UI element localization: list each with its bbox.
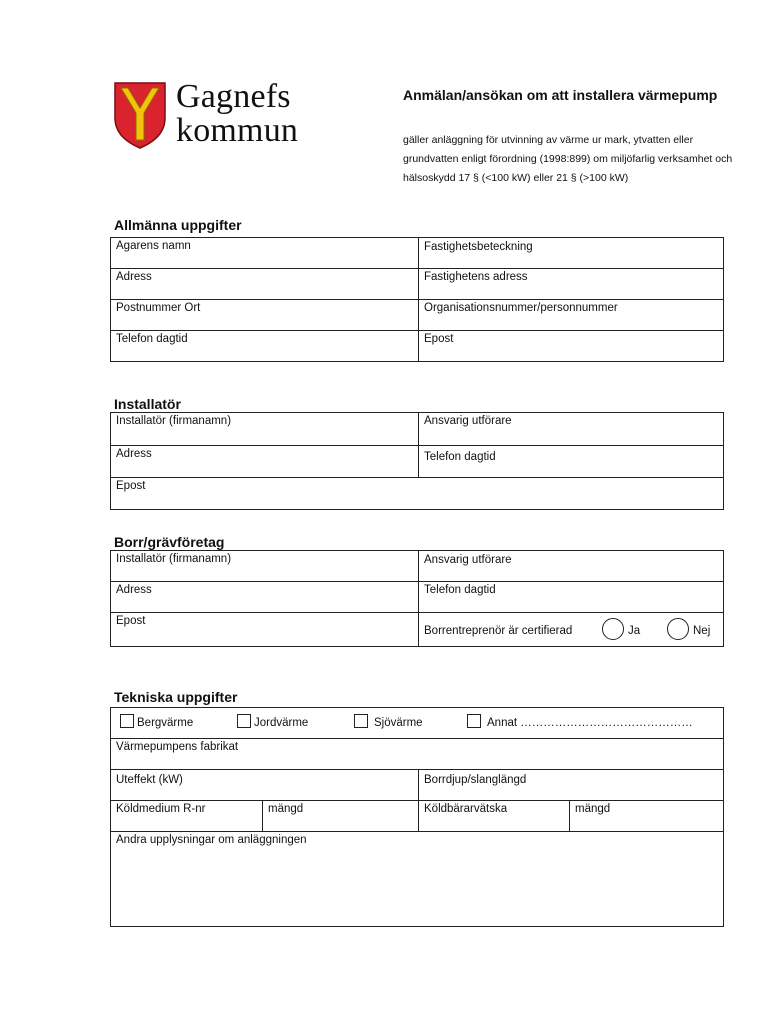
output-power-field[interactable] [111,770,418,800]
owner-name-field[interactable] [111,238,418,268]
field-label: mängd [268,803,304,815]
refrigerant-field[interactable] [111,801,262,831]
table-row [111,739,723,770]
section-title-tekniska: Tekniska uppgifter [114,689,238,705]
checkbox[interactable] [354,714,368,728]
field-label: Epost [116,615,146,627]
logo-wordmark [176,80,298,148]
installer-company-field[interactable] [111,413,418,445]
certified-label: Borrentreprenör är certifierad [424,625,573,637]
installer-email-field[interactable] [111,478,723,509]
field-label: Epost [116,480,146,492]
field-label: Telefon dagtid [116,333,188,345]
document-title: Anmälan/ansökan om att installera värmepump [403,87,718,103]
field-label: Andra upplysningar om anläggningen [116,834,307,846]
table-row [111,300,723,331]
technical-table [110,707,724,927]
option-jordvarme[interactable] [237,714,308,730]
no-label: Nej [693,625,711,637]
table-row [111,832,723,926]
property-address-field[interactable] [418,269,723,299]
field-label: Adress [116,271,152,283]
heat-source-options [111,708,723,738]
table-row [111,413,723,446]
postcode-city-field[interactable] [111,300,418,330]
field-label: Köldmedium R-nr [116,803,206,815]
coat-of-arms-icon [112,80,168,150]
municipality-logo [112,80,312,150]
field-label: Köldbärarvätska [424,803,508,815]
checkbox[interactable] [120,714,134,728]
org-number-field[interactable] [418,300,723,330]
logo-line-1: Gagnefs [176,78,291,115]
logo-line-2: kommun [176,112,299,149]
option-bergvarme[interactable] [120,714,193,730]
heat-pump-brand-field[interactable] [111,739,723,769]
field-label: Fastighetsbeteckning [424,241,533,253]
driller-phone-field[interactable] [418,582,723,612]
option-label: Jordvärme [254,717,309,729]
option-label: Annat ……………………………………… [487,717,693,729]
document-subtitle: gäller anläggning för utvinning av värme ur mark, ytvatten eller grundvatten enligt förordning (1998:899) om miljöfarlig verksamhet och hälsoskydd 17 § (<100 kW) eller 21 § (>100 kW) [403,134,733,184]
brine-amount-field[interactable] [569,801,723,831]
field-label: Telefon dagtid [424,451,496,463]
table-row [111,269,723,300]
option-sjovarme[interactable] [354,714,423,730]
yes-label: Ja [628,625,641,637]
drill-depth-field[interactable] [418,770,723,800]
table-row [111,238,723,269]
table-row [111,551,723,582]
field-label: Agarens namn [116,240,191,252]
option-annat[interactable] [467,714,693,730]
other-info-field[interactable] [111,832,723,926]
field-label: mängd [575,803,611,815]
field-label: Organisationsnummer/personnummer [424,302,618,314]
table-row [111,582,723,613]
field-label: Borrdjup/slanglängd [424,774,527,786]
responsible-contractor-field[interactable] [418,413,723,445]
table-row [111,770,723,801]
refrigerant-amount-field[interactable] [262,801,418,831]
table-row [111,613,723,646]
field-label: Installatör (firmanamn) [116,415,232,427]
certified-no-radio[interactable] [667,618,689,640]
installer-address-field[interactable] [111,446,418,477]
checkbox[interactable] [237,714,251,728]
field-label: Ansvarig utförare [424,415,512,427]
certified-question [418,613,723,646]
driller-responsible-field[interactable] [418,551,723,581]
field-label: Fastighetens adress [424,271,528,283]
table-row [111,331,723,361]
field-label: Postnummer Ort [116,302,201,314]
section-title-borr: Borr/grävföretag [114,534,225,550]
brine-field[interactable] [418,801,569,831]
daytime-phone-field[interactable] [111,331,418,361]
field-label: Telefon dagtid [424,584,496,596]
table-row [111,446,723,478]
driller-address-field[interactable] [111,582,418,612]
field-label: Ansvarig utförare [424,554,512,566]
field-label: Epost [424,333,454,345]
certified-yes-radio[interactable] [602,618,624,640]
driller-table [110,550,724,647]
table-row [111,801,723,832]
field-label: Installatör (firmanamn) [116,553,232,565]
field-label: Adress [116,448,152,460]
checkbox[interactable] [467,714,481,728]
installer-phone-field[interactable] [418,446,723,477]
option-label: Bergvärme [137,717,194,729]
address-field[interactable] [111,269,418,299]
option-label: Sjövärme [374,717,423,729]
email-field[interactable] [418,331,723,361]
driller-email-field[interactable] [111,613,418,646]
section-title-installator: Installatör [114,396,181,412]
table-row [111,478,723,509]
property-designation-field[interactable] [418,238,723,268]
general-info-table [110,237,724,362]
field-label: Värmepumpens fabrikat [116,741,239,753]
installer-table [110,412,724,510]
field-label: Uteffekt (kW) [116,774,183,786]
section-title-allmanna: Allmänna uppgifter [114,217,242,233]
driller-company-field[interactable] [111,551,418,581]
field-label: Adress [116,584,152,596]
table-row [111,708,723,739]
